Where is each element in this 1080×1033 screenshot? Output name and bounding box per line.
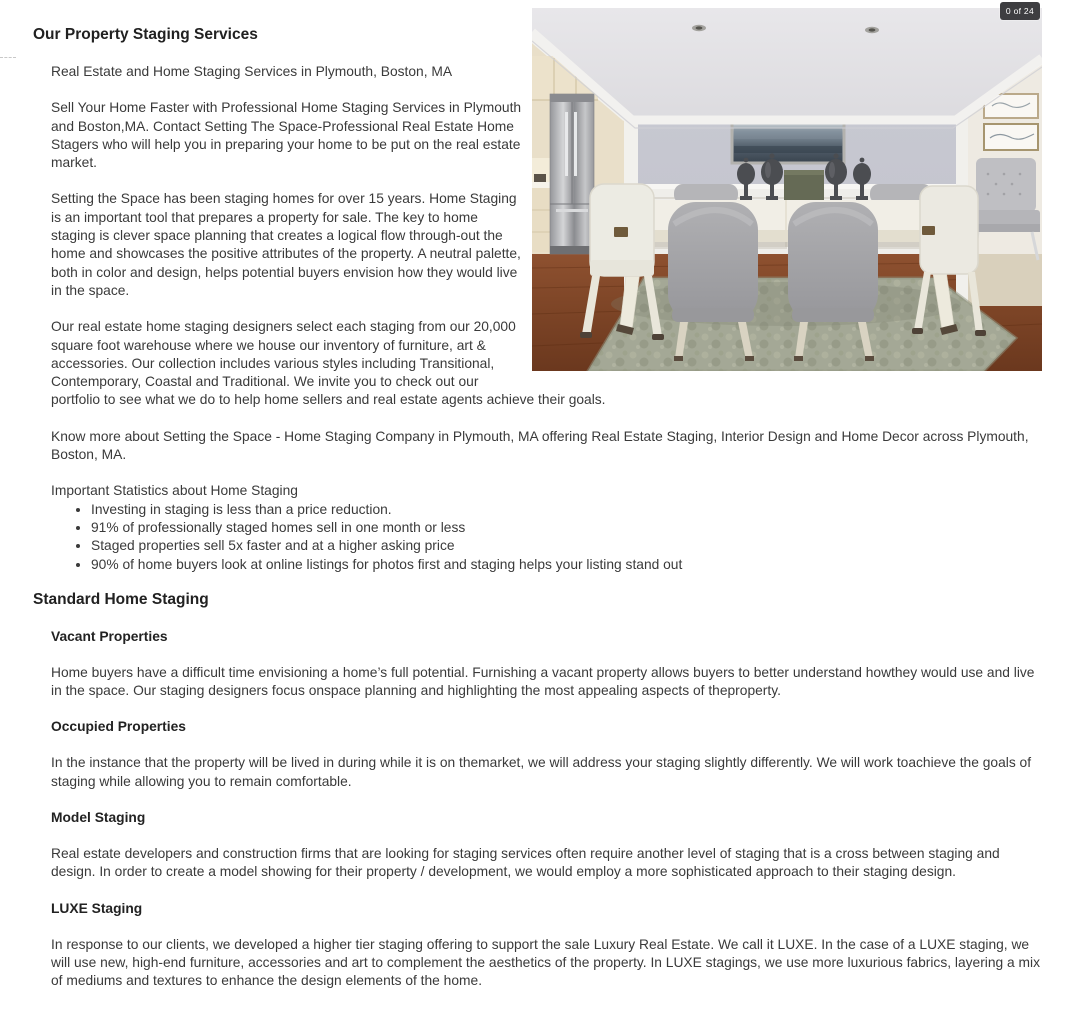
beige-carpet xyxy=(968,254,1042,306)
stainless-fridge xyxy=(550,94,594,254)
left-edge-divider xyxy=(0,57,16,58)
stats-item-2: • 91% of professionally staged homes sell in one month or less xyxy=(91,519,1042,537)
subsection-title-vacant-properties: Vacant Properties xyxy=(51,628,168,644)
intro-paragraph-3: Setting the Space has been staging homes for over 15 years. Home Staging is an important tool that prepares a property for sale. The key to home staging is clever space planning that creates a logical flow through-out the home and showcases the positive attributes of the property. A neutral palette, both in color and design, helps potential buyers envision how they would live in the space. xyxy=(51,191,521,298)
dining-room-photo xyxy=(532,8,1042,371)
intro-paragraph-2: Sell Your Home Faster with Professional Home Staging Services in Plymouth and Boston,MA. Contact Setting The Space-Professional Real Estate Home Stagers who will help you in preparing your home to be put on the real estate market. xyxy=(51,100,522,171)
photo-counter-badge: 0 of 24 xyxy=(1000,2,1040,20)
stats-list xyxy=(51,501,1042,574)
staging-subsections xyxy=(51,628,1042,991)
intro-paragraph-1: Real Estate and Home Staging Services in Plymouth, Boston, MA xyxy=(51,64,453,79)
subsection-title-occupied-properties: Occupied Properties xyxy=(51,719,186,735)
stats-item-3: • Staged properties sell 5x faster and at a higher asking price xyxy=(91,537,1042,555)
subsection-body-model-staging: Real estate developers and construction firms that are looking for staging services often require another level of staging that is a cross between staging and design. In order to create a model showing for their property / development, we would employ a more sophisticated approach to their staging design. xyxy=(51,846,1000,880)
recessed-light xyxy=(692,25,706,31)
section-title-standard-home-staging: Standard Home Staging xyxy=(33,590,209,608)
subsection-title-luxe-staging: LUXE Staging xyxy=(51,900,143,916)
subsection-body-luxe-staging: In response to our clients, we developed a higher tier staging offering to support the sale Luxury Real Estate. We call it LUXE. In the case of a LUXE staging, we will use new, high-end furniture, accessories and art to complement the aesthetics of the property. In LUXE stagings, we use more luxurious fabrics, layering a mix of mediums and textures to enhance the design elements of the home. xyxy=(51,936,1041,989)
subsection-title-model-staging: Model Staging xyxy=(51,810,146,826)
subsection-body-occupied-properties: In the instance that the property will be lived in during while it is on themarket, we will address your staging slightly differently. We will work toachieve the goals of staging while allowing you to remain comfortable. xyxy=(51,755,1032,789)
hero-photo[interactable] xyxy=(532,8,1042,371)
page-title: Our Property Staging Services xyxy=(33,26,258,43)
subsection-body-vacant-properties: Home buyers have a difficult time envisioning a home’s full potential. Furnishing a vacant property allows buyers to better understand howthey would use and live in the space. Our staging designers focus onspace planning and highlighting the most appealing aspects of theproperty. xyxy=(51,664,1035,699)
stats-item-1: • Investing in staging is less than a price reduction. xyxy=(91,501,1042,519)
recessed-light xyxy=(865,27,879,33)
intro-paragraph-4: Our real estate home staging designers select each staging from our 20,000 square foot warehouse where we house our inventory of furniture, art & accessories. Our collection includes various styles including Transitional, Contemporary, Coastal and Traditional. We invite you to check out our portfolio to see what we do to help home sellers and real estate agents achieve their goals. xyxy=(51,319,606,408)
stats-title: Important Statistics about Home Staging xyxy=(51,483,298,499)
know-more-paragraph: Know more about Setting the Space - Home Staging Company in Plymouth, MA offering Real Estate Staging, Interior Design and Home Decor across Plymouth, Boston, MA. xyxy=(51,428,1029,463)
stats-item-4: • 90% of home buyers look at online listings for photos first and staging helps your listing stand out xyxy=(91,556,1042,574)
